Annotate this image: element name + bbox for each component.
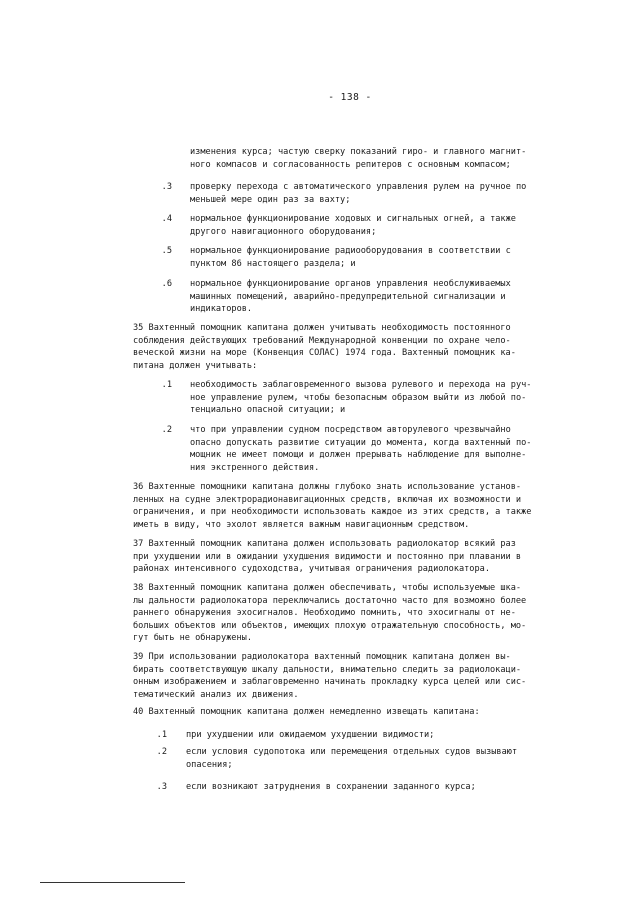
text-line: мощник не имеет помощи и должен прерывать наблюдение для выполне- xyxy=(190,450,527,461)
text-line: что при управлении судном посредством авторулевого чрезвычайно xyxy=(190,425,511,435)
text-line: 37 Вахтенный помощник капитана должен использовать радиолокатор всякий раз xyxy=(133,539,516,549)
text-line: необходимость заблаговременного вызова рулевого и перехода на руч- xyxy=(190,380,532,390)
text-line: пунктом 86 настоящего раздела; и xyxy=(190,258,356,269)
text-line: 35 Вахтенный помощник капитана должен учитывать необходимость постоянного xyxy=(133,323,511,333)
footnote-divider xyxy=(40,882,185,883)
text-line: 38 Вахтенный помощник капитана должен обеспечивать, чтобы используемые шка- xyxy=(133,583,522,593)
text-line: опасно допускать развитие ситуации до момента, когда вахтенный по- xyxy=(190,437,532,448)
text-line: индикаторов. xyxy=(190,304,253,315)
item-number: .4 xyxy=(161,214,172,224)
item-number: .3 xyxy=(156,782,167,792)
text-line: соблюдения действующих требований Международной конвенции по охране чело- xyxy=(133,335,511,346)
text-line: бирать соответствующую шкалу дальности, внимательно следить за радиолокаци- xyxy=(133,664,522,675)
list-item-35-2 xyxy=(148,424,531,474)
text-line: ограничения, и при необходимости использовать каждое из этих средств, а также xyxy=(133,507,532,518)
item-number: .2 xyxy=(161,425,172,435)
text-line: если условия судопотока или перемещения отдельных судов вызывают xyxy=(186,747,518,757)
text-line: меньшей мере один раз за вахту; xyxy=(190,194,351,205)
text-line: ленных на судне электрорадионавигационных средств, включая их возможности и xyxy=(133,494,522,505)
text-line: при ухудшении или в ожидании ухудшения видимости и постоянно при плавании в xyxy=(133,551,522,562)
text-line: 39 При использовании радиолокатора вахтенный помощник капитана должен вы- xyxy=(133,652,511,662)
paragraph-35 xyxy=(133,322,516,372)
text-line: ного компасов и согласованность репитеров с основным компасом; xyxy=(190,159,511,170)
paragraph-38 xyxy=(133,582,526,645)
item-number: .1 xyxy=(161,380,172,390)
item-number: .5 xyxy=(161,246,172,256)
text-line: если возникают затруднения в сохранении заданного курса; xyxy=(186,782,476,792)
text-line: нормальное функционирование органов управления необслуживаемых xyxy=(190,279,511,289)
text-line: тенциально опасной ситуации; и xyxy=(190,405,346,416)
item-number: .2 xyxy=(156,747,167,757)
text-line: проверку перехода с автоматического управления рулем на ручное по xyxy=(190,182,527,192)
list-item-5 xyxy=(148,245,511,270)
text-line: иметь в виду, что эхолот является важным навигационным средством. xyxy=(133,519,470,530)
item-number: .3 xyxy=(161,182,172,192)
text-line: ния экстренного действия. xyxy=(190,462,320,473)
text-line: лы дальности радиолокатора переключались достаточно часто для возможно более xyxy=(133,595,527,606)
text-line: другого навигационного оборудования; xyxy=(190,226,377,237)
item-number: .6 xyxy=(161,279,172,289)
text-line: веческой жизни на море (Конвенция СОЛАС) 1974 года. Вахтенный помощник ка- xyxy=(133,348,516,359)
text-line: раннего обнаружения эхосигналов. Необходимо помнить, что эхосигналы от не- xyxy=(133,608,516,619)
text-line: нормальное функционирование ходовых и сигнальных огней, а также xyxy=(190,214,516,224)
text-line: 36 Вахтенные помощники капитана должны глубоко знать использование установ- xyxy=(133,482,522,492)
text-line: при ухудшении или ожидаемом ухудшении видимости; xyxy=(186,730,435,740)
text-line: онным изображением и заблаговременно начинать прокладку курса целей или сис- xyxy=(133,677,527,688)
text-line: гут быть не обнаружены. xyxy=(133,633,252,644)
paragraph-37 xyxy=(133,538,521,576)
continuation-text xyxy=(190,146,526,171)
list-item-40-3 xyxy=(143,781,476,794)
text-line: тематический анализ их движения. xyxy=(133,689,299,700)
list-item-40-2 xyxy=(143,746,517,771)
paragraph-36 xyxy=(133,481,531,531)
text-line: опасения; xyxy=(186,759,233,770)
text-line: нормальное функционирование радиооборудования в соответствии с xyxy=(190,246,511,256)
item-number: .1 xyxy=(156,730,167,740)
list-item-35-1 xyxy=(148,379,531,417)
text-line: больших объектов или объектов, имеющих плохую отражательную способность, мо- xyxy=(133,620,527,631)
paragraph-40 xyxy=(133,706,480,719)
list-item-4 xyxy=(148,213,516,238)
text-line: ное управление рулем, чтобы безопасным образом выйти из любой по- xyxy=(190,392,527,403)
text-line: 40 Вахтенный помощник капитана должен немедленно извещать капитана: xyxy=(133,707,480,717)
text-line: питана должен учитывать: xyxy=(133,360,258,371)
text-line: изменения курса; частую сверку показаний гиро- и главного магнит- xyxy=(190,147,527,157)
text-line: районах интенсивного судоходства, учитывая ограничения радиолокатора. xyxy=(133,564,490,575)
paragraph-39 xyxy=(133,651,526,701)
list-item-3 xyxy=(148,181,526,206)
text-line: машинных помещений, аварийно-предупредительной сигнализации и xyxy=(190,291,506,302)
list-item-6 xyxy=(148,278,511,316)
page-number: - 138 - xyxy=(328,92,372,103)
list-item-40-1 xyxy=(143,729,434,742)
